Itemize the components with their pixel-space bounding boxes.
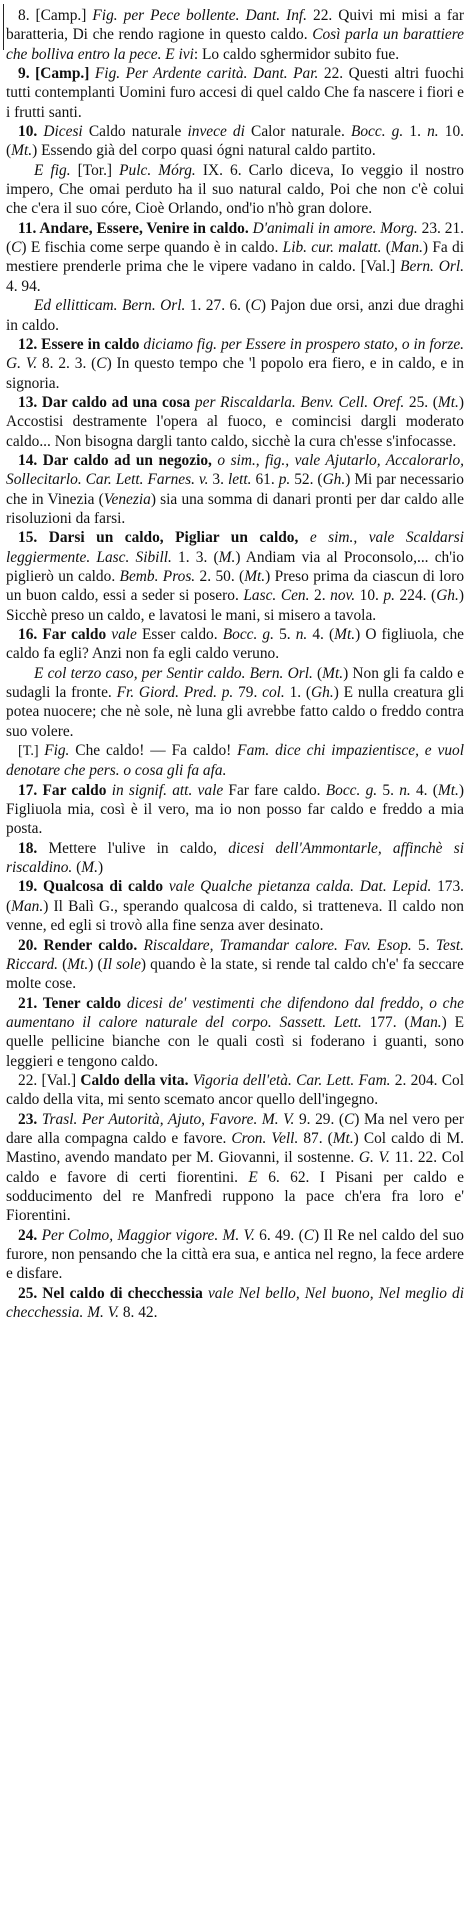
entry-15-text-3: M.: [218, 548, 236, 566]
entry-17-text-1: in signif. att. vale: [111, 781, 224, 799]
entry-10-text-3: invece di: [187, 123, 245, 141]
entry-16-text-7: Mt.: [334, 626, 356, 643]
entry-11-text-7: Man.: [390, 239, 423, 257]
entry-13: [6, 393, 464, 451]
entry-12-text-2: 8. 2. 3. (: [37, 355, 97, 373]
entry-16: [6, 625, 464, 664]
entry-17-text-0: 17. Far caldo: [18, 781, 112, 799]
entry-10-text-7: n.: [427, 123, 439, 141]
entry-18-text-3: (: [72, 859, 82, 877]
entry-13-text-4: ) Accostisi destramente l'opera al fuoco, e comincisi dargli moderato caldo... Non bisogna dargli tanto caldo, sicchè la cura ch'esse s'infocasse.: [6, 393, 465, 450]
entry-16-text-0: 16. Far caldo: [18, 626, 112, 643]
entry-12-text-1: diciamo fig. per Essere in prospero stato, o in forze. G. V.: [6, 335, 464, 373]
entry-20-text-0: 20. Render caldo.: [18, 936, 144, 954]
entry-17: [6, 781, 464, 839]
entry-20-text-5: Mt.: [67, 955, 89, 973]
entry-18-text-1: Mettere l'ulive in caldo,: [48, 839, 229, 857]
entry-16-text-1: vale: [111, 626, 137, 643]
entry-15-text-12: 10.: [355, 587, 384, 605]
entry-16c-text-3: Fam. dice chi impazientisce, e vuol denotare che pers. o cosa gli fa afa.: [6, 742, 465, 780]
entry-10b-text-2: Pulc. Mórg.: [119, 161, 196, 179]
entry-16-text-2: Esser caldo.: [136, 626, 223, 643]
entry-17-text-7: Mt.: [437, 781, 459, 799]
entry-16b-text-7: 1. (: [284, 684, 312, 702]
entry-11-text-6: (: [381, 239, 391, 257]
entry-25-text-0: 25. Nel caldo di checchessia: [18, 1284, 208, 1302]
entry-16b-text-3: ) Non gli fa caldo e sudagli la fronte.: [6, 664, 465, 702]
entry-24-text-0: 24.: [18, 1226, 42, 1244]
entry-14-text-8: ) Mi par necessario che in Vinezia (: [6, 471, 465, 508]
entry-10-text-6: 1.: [403, 123, 428, 141]
entry-25-text-1: vale Nel bello, Nel buono, Nel meglio di checchessia. M. V.: [6, 1284, 464, 1322]
entry-24-text-3: C: [303, 1226, 315, 1244]
entry-24: [6, 1226, 464, 1284]
entry-10b-text-3: IX. 6. Carlo diceva, Io veggio il nostro impero, Che omai perduto ha il suo natural caldo, Poi che non c'è colui che c'era il suo córe, Cioè Orlando, ond'io n'hò gran dolore.: [6, 161, 464, 218]
entry-23-text-12: 6. 62. I Pisani per caldo e sodducimento del re Manfredi ruppono la pace ch'era fra loro e' Fiorentini.: [6, 1168, 465, 1225]
entry-10-text-2: Caldo naturale: [82, 123, 188, 141]
entry-22-text-3: 2. 204. Col caldo della vita, mi sento scemato ancor quello dell'ingegno.: [6, 1071, 464, 1109]
entry-8-text-0: 8. [Camp.]: [18, 7, 93, 24]
entry-15-text-5: Bemb. Pros.: [119, 567, 196, 585]
entry-17-text-6: 4. (: [410, 781, 438, 799]
entry-11: [6, 219, 464, 296]
entry-11b-text-3: ) Pajon due orsi, anzi due draghi in caldo.: [6, 297, 464, 334]
entry-14-text-1: o sim., fig., vale Ajutarlo, Accalorarlo, Sollecitarlo. Car. Lett. Farnes. v.: [6, 451, 464, 489]
entry-11-text-3: C: [11, 239, 22, 257]
entry-15-text-4: ) Andiam via al Proconsolo,... ch'io piglierò un caldo.: [6, 548, 464, 585]
entry-19-text-3: Man.: [11, 897, 44, 915]
entry-11b: [6, 296, 464, 335]
entry-13-text-2: 25. (: [404, 393, 438, 411]
entry-20-text-3: Test. Riccard.: [6, 936, 464, 973]
entry-8-text-1: Fig. per Pece bollente. Dant. Inf.: [92, 7, 308, 24]
entry-20-text-7: Il sole: [102, 955, 141, 973]
entry-18: [6, 839, 464, 878]
entry-24-text-2: 6. 49. (: [254, 1226, 304, 1244]
entry-13-text-1: per Riscaldarla. Benv. Cell. Oref.: [194, 393, 405, 411]
entry-15-text-0: 15. Darsi un caldo, Pigliar un caldo,: [18, 529, 310, 547]
entry-9: [6, 64, 464, 122]
entry-16b: [6, 664, 464, 741]
entry-19: [6, 877, 464, 935]
entry-14-text-3: lett.: [227, 471, 252, 489]
entry-9-text-1: Fig. Per Ardente carità. Dant. Par.: [94, 65, 319, 83]
entry-23-text-10: 11. 22. Col caldo e favore di certi fiorentini.: [6, 1149, 465, 1186]
entry-16-text-5: n.: [295, 626, 308, 643]
entry-18-text-0: 18.: [18, 839, 49, 857]
entry-10-text-8: 10. (: [6, 123, 464, 160]
entry-8-text-2: 22. Quivi mi misi a far baratteria, Di che rendo ragione in questo caldo.: [6, 7, 464, 44]
entry-15-text-11: nov.: [330, 587, 356, 605]
entry-14-text-10: ) sia una somma di danari pronti per dar caldo alle risoluzioni da farsi.: [6, 490, 464, 527]
entry-20-text-6: ) (: [88, 955, 103, 973]
entry-17-text-8: ) Figliuola mia, così è il vero, ma io non posso far caldo e freddo a mia posta.: [6, 781, 464, 838]
entry-15-text-9: Lasc. Cen.: [243, 587, 310, 605]
entry-14-text-9: Venezia: [103, 490, 151, 508]
entry-21-text-2: 177. (: [361, 1013, 410, 1031]
entry-11b-text-1: 1. 27. 6. (: [185, 297, 251, 315]
entry-15-text-15: Gh.: [436, 587, 459, 605]
entry-15-text-2: 1. 3. (: [171, 548, 219, 566]
entry-13-text-3: Mt.: [437, 393, 459, 411]
entry-16b-text-4: Fr. Giord. Pred. p.: [116, 684, 234, 702]
entry-11-text-9: Bern. Orl.: [400, 258, 464, 276]
entry-12: [6, 335, 464, 393]
entry-list: [6, 6, 464, 1322]
entry-15-text-14: 224. (: [395, 587, 437, 605]
entry-12-text-0: 12. Essere in caldo: [18, 335, 144, 353]
entry-10: [6, 122, 464, 161]
entry-21-text-1: dicesi de' vestimenti che difendono dal freddo, o che aumentano il calore naturale del corpo. Sassett. Lett.: [6, 994, 464, 1031]
entry-8: [6, 6, 464, 64]
entry-15-text-10: 2.: [309, 587, 331, 605]
entry-20-text-2: 5.: [411, 936, 436, 954]
entry-17-text-5: n.: [399, 781, 411, 799]
entry-19-text-2: 173. (: [6, 878, 465, 915]
entry-16b-text-8: Gh.: [311, 684, 334, 702]
entry-23-text-0: 23.: [18, 1110, 42, 1128]
entry-21-text-0: 21. Tener caldo: [18, 994, 127, 1012]
entry-15-text-8: ) Preso prima da ciascun di loro un buon caldo, essi a seder si posero.: [6, 567, 465, 605]
entry-16b-text-6: col.: [262, 684, 285, 702]
entry-16-text-4: 5.: [273, 626, 296, 643]
entry-10-text-4: Calor naturale.: [244, 123, 351, 141]
entry-11-text-8: ) Fa di mestiere prenderle prima che le vipere vadano in caldo. [Val.]: [6, 239, 464, 276]
entry-11b-text-0: Ed ellitticam. Bern. Orl.: [34, 297, 186, 315]
entry-17-text-2: Far fare caldo.: [223, 781, 326, 799]
entry-23-text-1: Trasl. Per Autorità, Ajuto, Favore. M. V.: [41, 1110, 295, 1128]
entry-16-text-6: 4. (: [307, 626, 335, 643]
entry-16c-text-1: Fig.: [44, 742, 70, 760]
entry-10b: [6, 161, 464, 219]
entry-15-text-6: 2. 50. (: [195, 567, 245, 585]
column-rule: [3, 4, 4, 50]
entry-10b-text-0: E fig.: [34, 161, 71, 179]
entry-16b-text-0: E col terzo caso, per Sentir caldo. Bern. Orl.: [34, 664, 313, 682]
entry-22-text-2: Vigoria dell'età. Car. Lett. Fam.: [192, 1071, 391, 1089]
entry-12-text-3: C: [96, 355, 107, 373]
entry-18-text-4: M.: [81, 859, 98, 877]
entry-23-text-7: Mt.: [332, 1129, 354, 1147]
entry-23: [6, 1110, 464, 1226]
entry-16b-text-2: Mt.: [322, 664, 344, 682]
entry-22-text-1: Caldo della vita.: [80, 1071, 193, 1089]
entry-25: [6, 1284, 464, 1323]
entry-14-text-6: 52. (: [290, 471, 323, 489]
entry-16-text-8: ) O figliuola, che caldo fa egli? Anzi non fa egli caldo veruno.: [6, 626, 464, 663]
entry-18-text-5: ): [97, 859, 104, 877]
entry-16c: [6, 741, 464, 781]
entry-22-text-0: 22. [Val.]: [18, 1071, 81, 1089]
entry-21: [6, 994, 464, 1071]
entry-10-text-9: Mt.: [11, 142, 33, 160]
entry-16b-text-1: (: [312, 664, 323, 682]
entry-11-text-0: 11. Andare, Essere, Venire in caldo.: [18, 219, 253, 237]
entry-21-text-3: Man.: [409, 1013, 442, 1031]
entry-16c-text-0: [T.]: [18, 743, 45, 760]
entry-15-text-1: e sim., vale Scaldarsi leggiermente. Lasc. Sibill.: [6, 529, 464, 566]
entry-20-text-4: (: [58, 955, 68, 973]
entry-9-text-2: 22. Questi altri fuochi tutti contemplanti Uomini furo accesi di quel caldo Che fa nascere i fiori e i frutti santi.: [6, 65, 464, 121]
entry-19-text-0: 19. Qualcosa di caldo: [18, 878, 169, 896]
entry-14-text-7: Gh.: [322, 471, 346, 489]
entry-16c-text-2: Che caldo! — Fa caldo!: [69, 742, 238, 760]
entry-11-text-2: 23. 21. (: [6, 219, 465, 257]
entry-20-text-1: Riscaldare, Tramandar calore. Fav. Esop.: [143, 936, 412, 954]
entry-16-text-3: Bocc. g.: [222, 626, 274, 643]
entry-23-text-6: 87. (: [298, 1129, 333, 1147]
entry-16b-text-9: ) E nulla creatura gli potea nuocere; che nè sole, nè luna gli avrebbe fatto caldo o freddo contra suo volere.: [6, 684, 465, 740]
entry-23-text-8: ) Col caldo di M. Mastino, avendo mandato per M. Giovanni, il sostenne.: [6, 1129, 464, 1167]
entry-23-text-11: E: [248, 1168, 258, 1186]
entry-20: [6, 936, 464, 994]
entry-15-text-16: ) Sicchè preso un caldo, e lavatosi le mani, si misero a tavola.: [6, 587, 464, 624]
entry-23-text-5: Cron. Vell.: [231, 1129, 299, 1147]
entry-20-text-8: ) quando è la state, si rende tal caldo ch'e' fa seccare molte cose.: [6, 955, 464, 993]
entry-10b-text-1: [Tor.]: [70, 161, 120, 179]
entry-19-text-1: vale Qualche pietanza calda. Dat. Lepid.: [168, 878, 432, 896]
entry-24-text-1: Per Colmo, Maggior vigore. M. V.: [41, 1226, 255, 1244]
entry-9-text-0: 9. [Camp.]: [18, 65, 95, 83]
entry-25-text-2: 8. 42.: [118, 1304, 158, 1322]
entry-21-text-4: ) E quelle pellicine bianche con le quali costì si foderano i guanti, sono leggieri e tengono caldo.: [6, 1013, 465, 1070]
entry-17-text-4: 5.: [377, 781, 400, 799]
entry-11-text-4: ) E fischia come serpe quando è in caldo.: [21, 239, 283, 257]
entry-10-text-10: ) Essendo già del corpo quasi ógni natural caldo partito.: [32, 142, 376, 160]
entry-15-text-13: p.: [383, 587, 395, 605]
entry-14-text-4: 61.: [251, 471, 279, 489]
entry-12-text-4: ) In questo tempo che 'l popolo era fiero, e in caldo, e in signoria.: [6, 355, 464, 392]
entry-11-text-1: D'animali in amore. Morg.: [252, 219, 418, 237]
entry-14-text-5: p.: [278, 471, 291, 489]
entry-10-text-0: 10.: [18, 123, 44, 141]
entry-17-text-3: Bocc. g.: [325, 781, 378, 799]
entry-16b-text-5: 79.: [233, 684, 263, 702]
entry-22: [6, 1071, 464, 1110]
entry-11-text-5: Lib. cur. malatt.: [282, 239, 382, 257]
entry-8-text-4: : Lo caldo sghermidor subito fue.: [193, 45, 400, 63]
entry-15-text-7: Mt.: [244, 567, 266, 585]
entry-10-text-1: Dicesi: [43, 123, 83, 141]
entry-23-text-9: G. V.: [358, 1149, 390, 1167]
entry-11b-text-2: C: [250, 297, 261, 315]
entry-14-text-0: 14. Dar caldo ad un negozio,: [18, 451, 218, 469]
entry-23-text-3: C: [344, 1110, 355, 1128]
entry-23-text-4: ) Ma nel vero per dare alla compagna caldo e favore.: [6, 1110, 464, 1147]
entry-11-text-10: 4. 94.: [6, 277, 41, 295]
entry-8-text-3: Così parla un barattiere che bolliva entro la pece. E ivi: [6, 26, 465, 63]
entry-13-text-0: 13. Dar caldo ad una cosa: [18, 393, 195, 411]
entry-14: [6, 451, 464, 528]
entry-14-text-2: 3.: [208, 471, 228, 489]
entry-23-text-2: 9. 29. (: [294, 1110, 344, 1128]
entry-18-text-2: dicesi dell'Ammontarle, affinchè si riscaldino.: [6, 839, 465, 877]
entry-24-text-4: ) Il Re nel caldo del suo furore, non pensando che la città era sua, e antica nel regno, la fece ardere e disfare.: [6, 1226, 465, 1283]
entry-10-text-5: Bocc. g.: [350, 123, 404, 141]
entry-19-text-4: ) Il Balì G., sperando qualcosa di caldo, si tratteneva. Il caldo non venne, ed egli si trovò alla fine senza aver desinato.: [6, 897, 464, 935]
entry-15: [6, 528, 464, 625]
